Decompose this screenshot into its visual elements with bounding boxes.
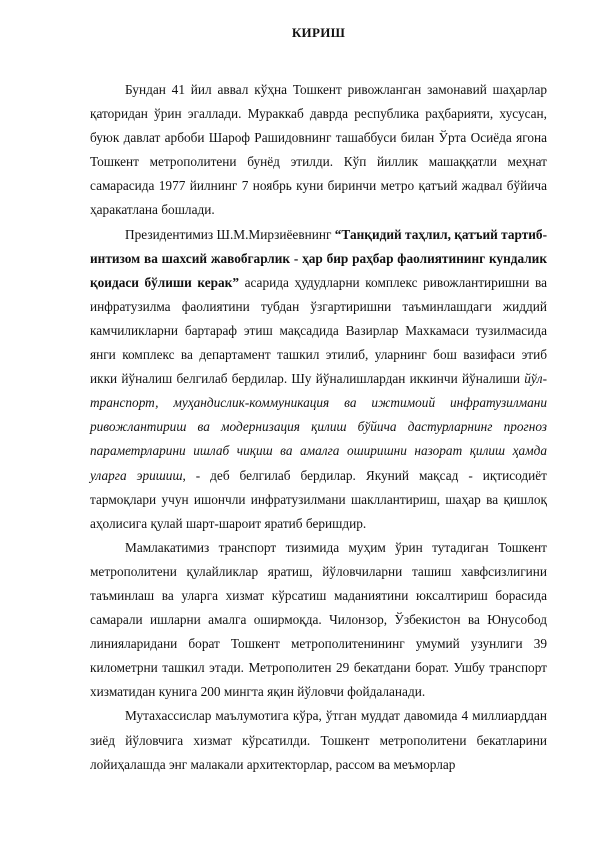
document-body xyxy=(90,78,547,777)
paragraph-4: Мутахассислар маълумотига кўра, ўтган муддат давомида 4 миллиарддан зиёд йўловчига хизмат кўрсатилди. Тошкент метрополитени бекатларини лойиҳалашда энг малакали архитекторлар, рассом ва меъморлар xyxy=(90,708,547,772)
paragraph-2-end: , - деб белгилаб бердилар. Якуний мақсад - иқтисодиёт тармоқлари учун ишончли инфратузилмани шакллантириш, шаҳар ва қишлоқ аҳолисига қулай шарт-шароит яратиб беришдир. xyxy=(90,467,547,531)
paragraph-1: Бундан 41 йил аввал кўҳна Тошкент ривожланган замонавий шаҳарлар қаторидан ўрин эгаллади. Мураккаб даврда республика раҳбарияти, хусусан, буюк давлат арбоби Шароф Рашидовнинг ташаббуси билан Ўрта Осиёда ягона Тошкент метрополитени бунёд этилди. Кўп йиллик машаққатли меҳнат самарасида 1977 йилнинг 7 ноябрь куни биринчи метро қатъий жадвал бўйича ҳаракатлана бошлади. xyxy=(90,82,547,218)
book-title-bold: “Танқидий таҳлил, қатъий тартиб-интизом ва шахсий жавобгарлик - ҳар бир раҳбар фаолиятининг кундалик қоидаси бўлиши керак” xyxy=(90,226,548,290)
direction-italic: йўл-транспорт, муҳандислик-коммуникация ва ижтимоий инфратузилмани ривожлантириш ва модернизация қилиш бўйича дастурларнинг прогноз параметрларини ишлаб чиқиш ва амалга оширишни назорат қилиш ҳамда уларга эришиш xyxy=(90,371,547,483)
paragraph-2-intro: Президентимиз Ш.М.Мирзиёевнинг xyxy=(125,226,335,242)
paragraph-2 xyxy=(90,223,547,536)
paragraph-2-middle: асарида ҳудудларни комплекс ривожлантиришни ва инфратузилма фаолиятини тубдан ўзгартиришни таъминлашдаги жиддий камчиликларни бартараф этиш мақсадида Вазирлар Махкамаси тузилмасида янги комплекс ва департамент ташкил этилиб, уларнинг бош вазифаси этиб икки йўналиш белгилаб бердилар. Шу йўналишлардан иккинчи йўналиши xyxy=(90,274,547,387)
paragraph-3: Мамлакатимиз транспорт тизимида муҳим ўрин тутадиган Тошкент метрополитени қулайликлар яратиш, йўловчиларни ташиш хавфсизлигини таъминлаш ва уларга хизмат кўрсатиш маданиятини юксалтириш борасида самарали ишларни амалга оширмоқда. Чилонзор, Ўзбекистон ва Юнусобод линияларидани борат Тошкент метрополитенининг умумий узунлиги 39 километрни ташкил этади. Метрополитен 29 бекатдани борат. Ушбу транспорт хизматидан кунига 200 мингта яқин йўловчи фойдаланади. xyxy=(90,539,547,700)
page-title: КИРИШ xyxy=(291,25,346,40)
document-page xyxy=(90,0,547,842)
